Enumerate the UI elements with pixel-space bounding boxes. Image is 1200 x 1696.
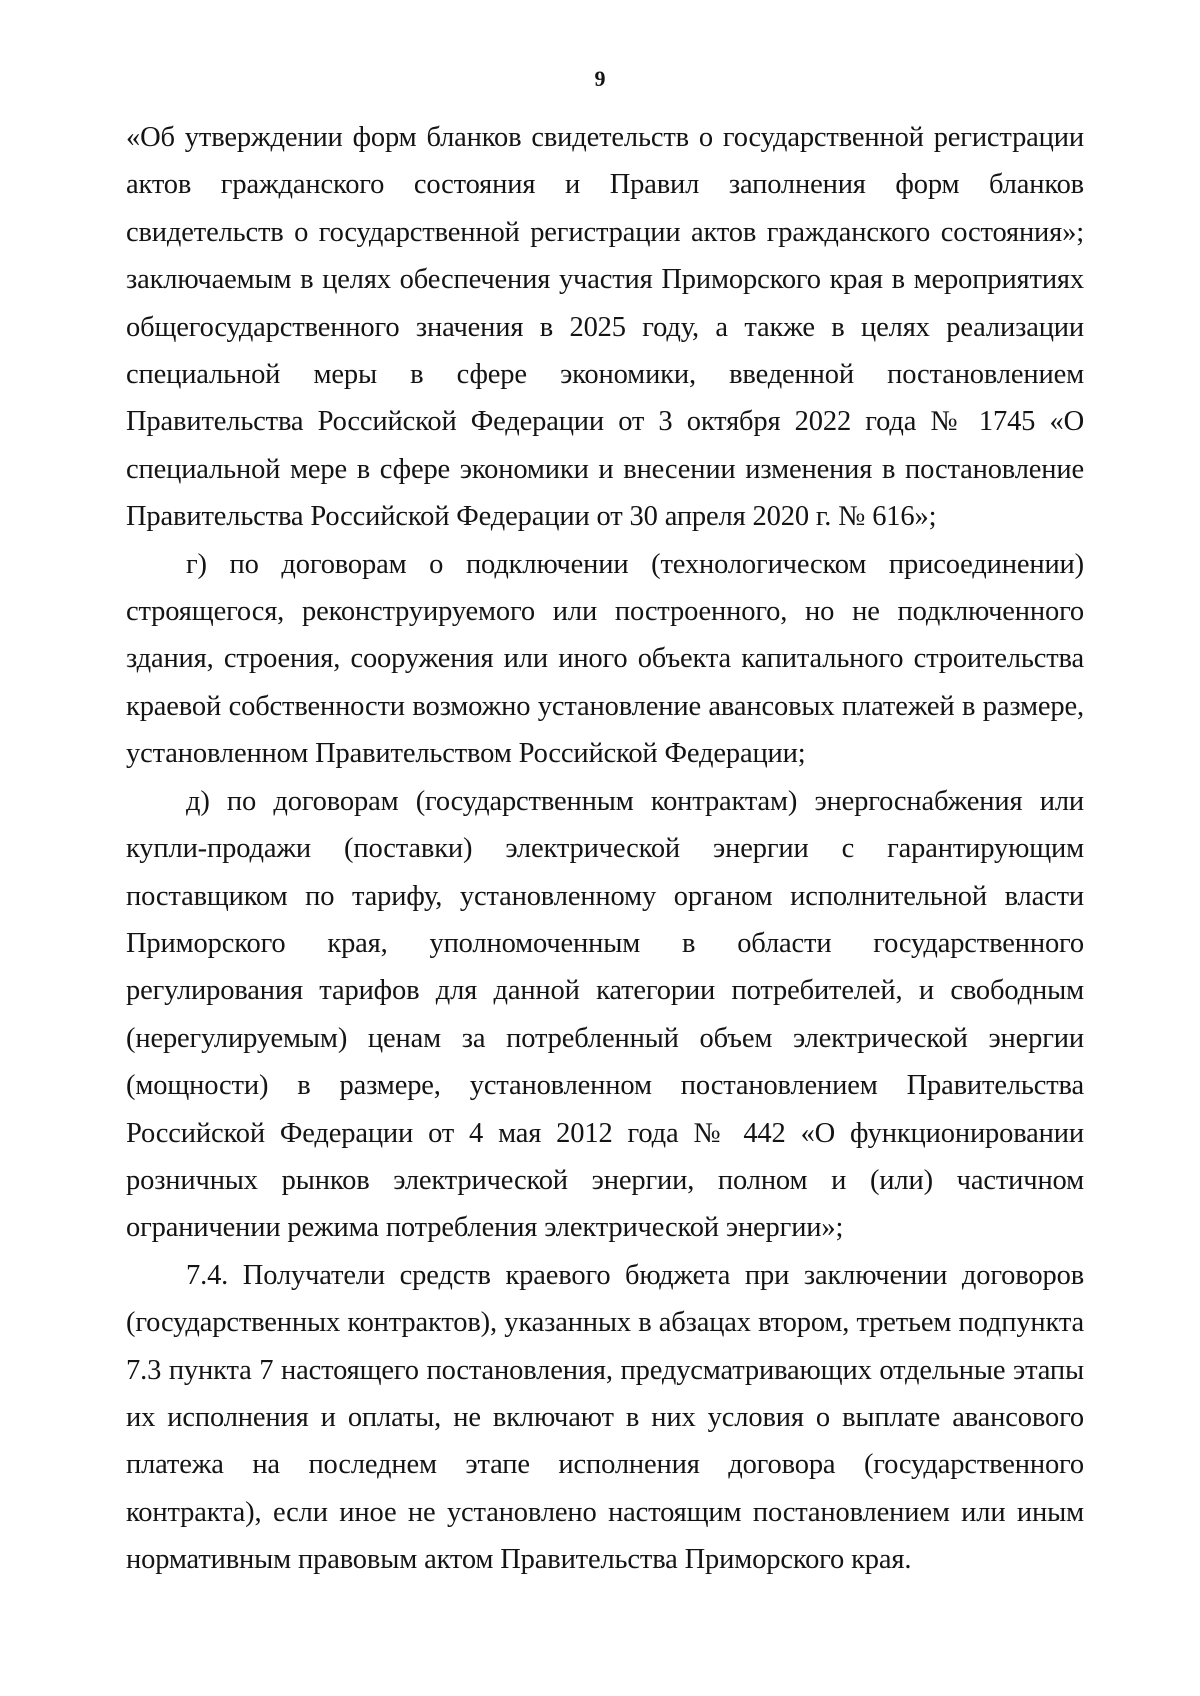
paragraph-subitem-d: д) по договорам (государственным контрактам) энергоснабжения или купли-продажи (поставки) электрической энергии с гарантирующим поставщиком по тарифу, установленному органом исполнительной власти Приморского края, уполномоченным в области государственного регулирования тарифов для данной категории потребителей, и свободным (нерегулируемым) ценам за потребленный объем электрической энергии (мощности) в размере, установленном постановлением Правительства Российской Федерации от 4 мая 2012 года № 442 «О функционировании розничных рынков электрической энергии, полном и (или) частичном ограничении режима потребления электрической энергии»; [126,785,1084,1244]
paragraph-continuation: «Об утверждении форм бланков свидетельств о государственной регистрации актов гражданского состояния и Правил заполнения форм бланков свидетельств о государственной регистрации актов гражданского состояния»; заключаемым в целях обеспечения участия Приморского края в мероприятиях общегосударственного значения в 2025 году, а также в целях реализации специальной меры в сфере экономики, введенной постановлением Правительства Российской Федерации от 3 октября 2022 года № 1745 «О специальной мере в сфере экономики и внесении изменения в постановление Правительства Российской Федерации от 30 апреля 2020 г. № 616»; [126,122,1084,533]
page-number: 9 [594,66,606,91]
paragraph-clause-7-4: 7.4. Получатели средств краевого бюджета при заключении договоров (государственных контрактов), указанных в абзацах втором, третьем подпункта 7.3 пункта 7 настоящего постановления, предусматривающих отдельные этапы их исполнения и оплаты, не включают в них условия о выплате авансового платежа на последнем этапе исполнения договора (государственного контракта), если иное не установлено настоящим постановлением или иным нормативным правовым актом Правительства Приморского края. [126,1259,1084,1576]
paragraph-subitem-g: г) по договорам о подключении (технологическом присоединении) строящегося, реконструируемого или построенного, но не подключенного здания, строения, сооружения или иного объекта капитального строительства краевой собственности возможно установление авансовых платежей в размере, установленном Правительством Российской Федерации; [126,548,1084,770]
document-body [126,114,1084,1584]
